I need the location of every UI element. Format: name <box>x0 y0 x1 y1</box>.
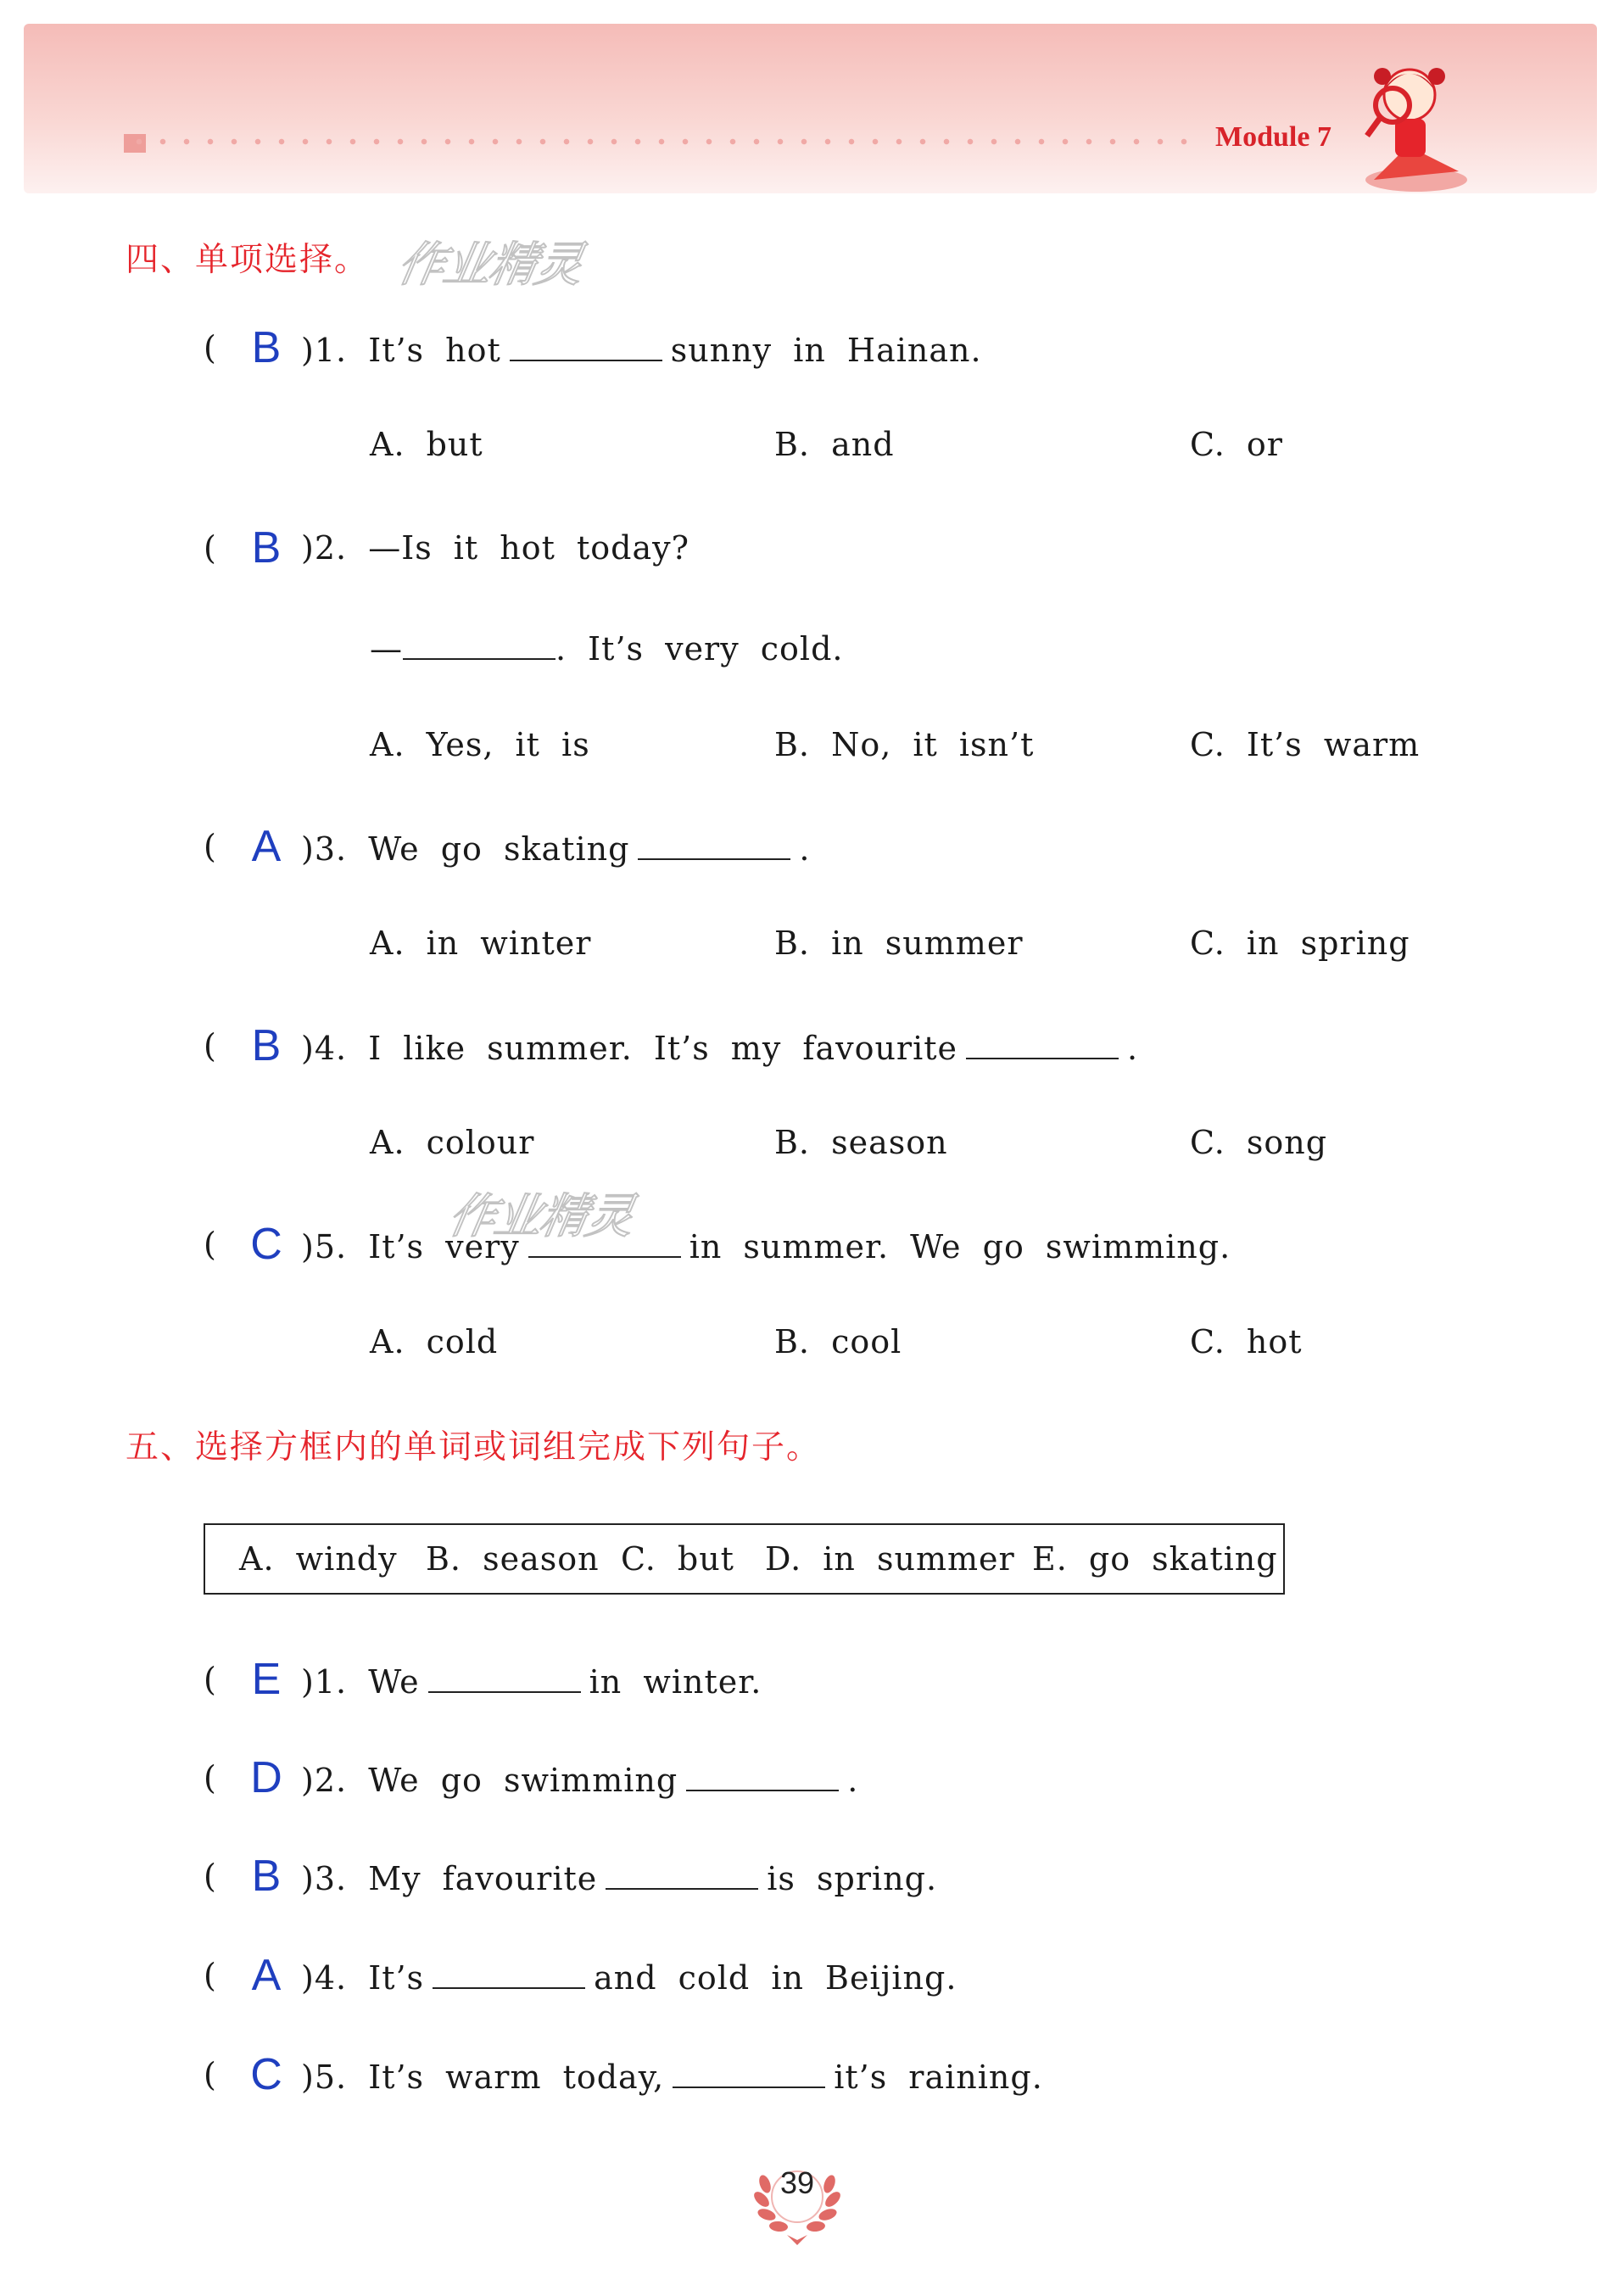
question-text: )4. I like summer. It’s my favourite . <box>301 1027 1138 1067</box>
option-a: A. Yes, it is <box>370 726 590 763</box>
option-b: B. season <box>774 1124 948 1161</box>
answer-blank <box>606 1857 758 1890</box>
option-c: C. in spring <box>1190 925 1410 962</box>
answer-blank <box>403 628 555 660</box>
girl-with-magnifier-icon <box>1348 53 1471 197</box>
paren-open: ( <box>204 1857 216 1895</box>
option-a: A. in winter <box>370 925 592 962</box>
answer-blank <box>510 329 662 361</box>
answer-blank <box>966 1027 1119 1059</box>
answer-blank <box>673 2056 825 2088</box>
word-bank-item: E. go skating <box>1032 1540 1278 1578</box>
answer: D <box>250 1753 282 1802</box>
option-b: B. and <box>774 426 895 463</box>
option-b: B. in summer <box>774 925 1024 962</box>
option-c: C. hot <box>1190 1323 1303 1360</box>
answer: B <box>251 523 282 573</box>
module-label: Module 7 <box>1215 121 1331 153</box>
question-text: )5. It’s warm today, it’s raining. <box>301 2056 1043 2096</box>
word-bank-item: C. but <box>621 1540 734 1578</box>
question-text: )1. We in winter. <box>301 1661 762 1701</box>
answer: E <box>251 1655 282 1704</box>
question-text: )2. —Is it hot today? <box>301 529 689 567</box>
paren-open: ( <box>204 1957 216 1994</box>
paren-open: ( <box>204 1661 216 1698</box>
answer: A <box>251 822 282 871</box>
word-bank-item: A. windy <box>239 1540 398 1578</box>
section5-title: 五、选择方框内的单词或词组完成下列句子。 <box>126 1428 822 1466</box>
option-c: C. It’s warm <box>1190 726 1421 763</box>
question-text: )2. We go swimming . <box>301 1759 858 1799</box>
paren-open: ( <box>204 2056 216 2093</box>
answer: B <box>251 323 282 372</box>
answer: A <box>251 1951 282 2000</box>
watermark: 作业精灵 <box>393 237 586 293</box>
answer: B <box>251 1021 282 1070</box>
paren-open: ( <box>204 529 216 567</box>
word-bank-box <box>204 1523 1285 1595</box>
section4-title: 四、单项选择。 <box>126 241 370 279</box>
word-bank-item: B. season <box>426 1540 600 1578</box>
option-c: C. or <box>1190 426 1283 463</box>
option-a: A. colour <box>370 1124 535 1161</box>
option-c: C. song <box>1190 1124 1328 1161</box>
answer-blank <box>686 1759 839 1791</box>
option-b: B. No, it isn’t <box>774 726 1035 763</box>
page-number: 39 <box>779 2165 815 2200</box>
question-response-line: — . It’s very cold. <box>370 628 843 668</box>
option-a: A. but <box>370 426 483 463</box>
option-a: A. cold <box>370 1323 499 1360</box>
option-b: B. cool <box>774 1323 902 1360</box>
question-text: )3. We go skating . <box>301 828 811 868</box>
question-text: )3. My favourite is spring. <box>301 1857 937 1897</box>
answer: C <box>250 2050 282 2099</box>
header-dotted-line <box>127 138 1187 145</box>
paren-open: ( <box>204 1759 216 1796</box>
paren-open: ( <box>204 1027 216 1064</box>
watermark: 作业精灵 <box>444 1189 637 1244</box>
question-text: )1. It’s hot sunny in Hainan. <box>301 329 982 369</box>
question-text: )4. It’s and cold in Beijing. <box>301 1957 957 1997</box>
paren-open: ( <box>204 329 216 366</box>
answer: B <box>251 1852 282 1901</box>
answer-blank <box>428 1661 581 1693</box>
paren-open: ( <box>204 1226 216 1263</box>
word-bank-item: D. in summer <box>765 1540 1015 1578</box>
answer-blank <box>528 1226 681 1258</box>
answer-blank <box>638 828 790 860</box>
paren-open: ( <box>204 828 216 865</box>
answer-blank <box>433 1957 585 1989</box>
answer: C <box>250 1220 282 1269</box>
question-text: )5. It’s very in summer. We go swimming. <box>301 1226 1231 1265</box>
